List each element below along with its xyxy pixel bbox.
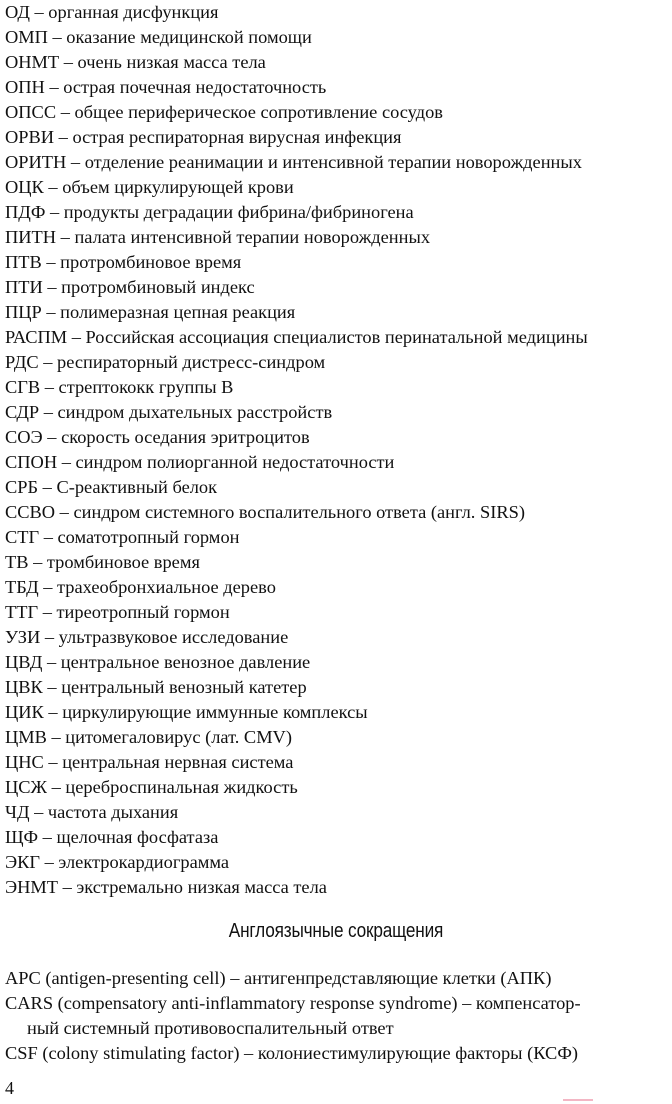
abbreviation-entry: ПДФ – продукты деградации фибрина/фибриногена xyxy=(5,202,414,222)
abbreviation-entry: РАСПМ – Российская ассоциация специалистов перинатальной медицины xyxy=(5,327,588,347)
abbreviation-entry: УЗИ – ультразвуковое исследование xyxy=(5,627,289,647)
abbreviation-entry: ЭКГ – электрокардиограмма xyxy=(5,852,230,872)
abbreviation-entry: СДР – синдром дыхательных расстройств xyxy=(5,402,333,422)
abbreviation-entry: ПТВ – протромбиновое время xyxy=(5,252,242,272)
russian-abbreviations-list xyxy=(5,0,670,900)
abbreviation-entry xyxy=(5,966,669,991)
abbreviation-entry: ЦМВ – цитомегаловирус (лат. CMV) xyxy=(5,727,292,747)
abbreviation-entry: ОРИТН – отделение реанимации и интенсивной терапии новорожденных xyxy=(5,152,582,172)
abbreviation-line: CSF (colony stimulating factor) – колониестимулирующие факторы (КСФ) xyxy=(5,1043,578,1063)
abbreviation-entry: ПЦР – полимеразная цепная реакция xyxy=(5,302,296,322)
abbreviation-entry xyxy=(5,991,669,1041)
page-number: 4 xyxy=(5,1078,14,1098)
abbreviation-entry: ЧД – частота дыхания xyxy=(5,802,179,822)
abbreviation-entry: ЦВД – центральное венозное давление xyxy=(5,652,311,672)
abbreviation-entry: ОРВИ – острая респираторная вирусная инфекция xyxy=(5,127,402,147)
abbreviation-line: APC (antigen-presenting cell) – антигенпредставляющие клетки (АПК) xyxy=(5,968,552,988)
abbreviation-entry: ССВО – синдром системного воспалительного ответа (англ. SIRS) xyxy=(5,502,525,522)
abbreviation-entry: ОПСС – общее периферическое сопротивление сосудов xyxy=(5,102,443,122)
abbreviation-entry: ОМП – оказание медицинской помощи xyxy=(5,27,312,47)
abbreviation-entry: РДС – респираторный дистресс-синдром xyxy=(5,352,326,372)
abbreviation-entry: ЩФ – щелочная фосфатаза xyxy=(5,827,219,847)
abbreviation-entry: СОЭ – скорость оседания эритроцитов xyxy=(5,427,310,447)
abbreviation-entry: ОД – органная дисфункция xyxy=(5,2,219,22)
abbreviation-entry: СГВ – стрептококк группы В xyxy=(5,377,234,397)
page-edge-mark xyxy=(563,1099,593,1101)
abbreviation-entry: ОНМТ – очень низкая масса тела xyxy=(5,52,266,72)
abbreviation-entry: ТТГ – тиреотропный гормон xyxy=(5,602,230,622)
abbreviation-entry xyxy=(5,1041,669,1066)
abbreviation-entry: ЦСЖ – цереброспинальная жидкость xyxy=(5,777,298,797)
abbreviation-entry: ЭНМТ – экстремально низкая масса тела xyxy=(5,877,327,897)
abbreviation-entry: ЦИК – циркулирующие иммунные комплексы xyxy=(5,702,368,722)
section-heading: Англоязычные сокращения xyxy=(228,920,444,942)
abbreviation-entry: ОЦК – объем циркулирующей крови xyxy=(5,177,294,197)
abbreviation-entry: ТБД – трахеобронхиальное дерево xyxy=(5,577,276,597)
abbreviation-entry: ЦВК – центральный венозный катетер xyxy=(5,677,307,697)
abbreviation-entry: ЦНС – центральная нервная система xyxy=(5,752,294,772)
abbreviation-entry: ПТИ – протромбиновый индекс xyxy=(5,277,255,297)
abbreviation-continuation-line: ный системный противовоспалительный ответ xyxy=(27,1018,394,1038)
abbreviation-line: CARS (compensatory anti-inflammatory response syndrome) – компенсатор- xyxy=(5,993,581,1013)
abbreviation-entry: СТГ – соматотропный гормон xyxy=(5,527,240,547)
abbreviation-entry: ОПН – острая почечная недостаточность xyxy=(5,77,327,97)
english-abbreviations-list xyxy=(5,966,669,1066)
abbreviation-entry: СРБ – С-реактивный белок xyxy=(5,477,218,497)
abbreviation-entry: СПОН – синдром полиорганной недостаточности xyxy=(5,452,395,472)
abbreviation-entry: ПИТН – палата интенсивной терапии новорожденных xyxy=(5,227,431,247)
abbreviation-entry: ТВ – тромбиновое время xyxy=(5,552,200,572)
